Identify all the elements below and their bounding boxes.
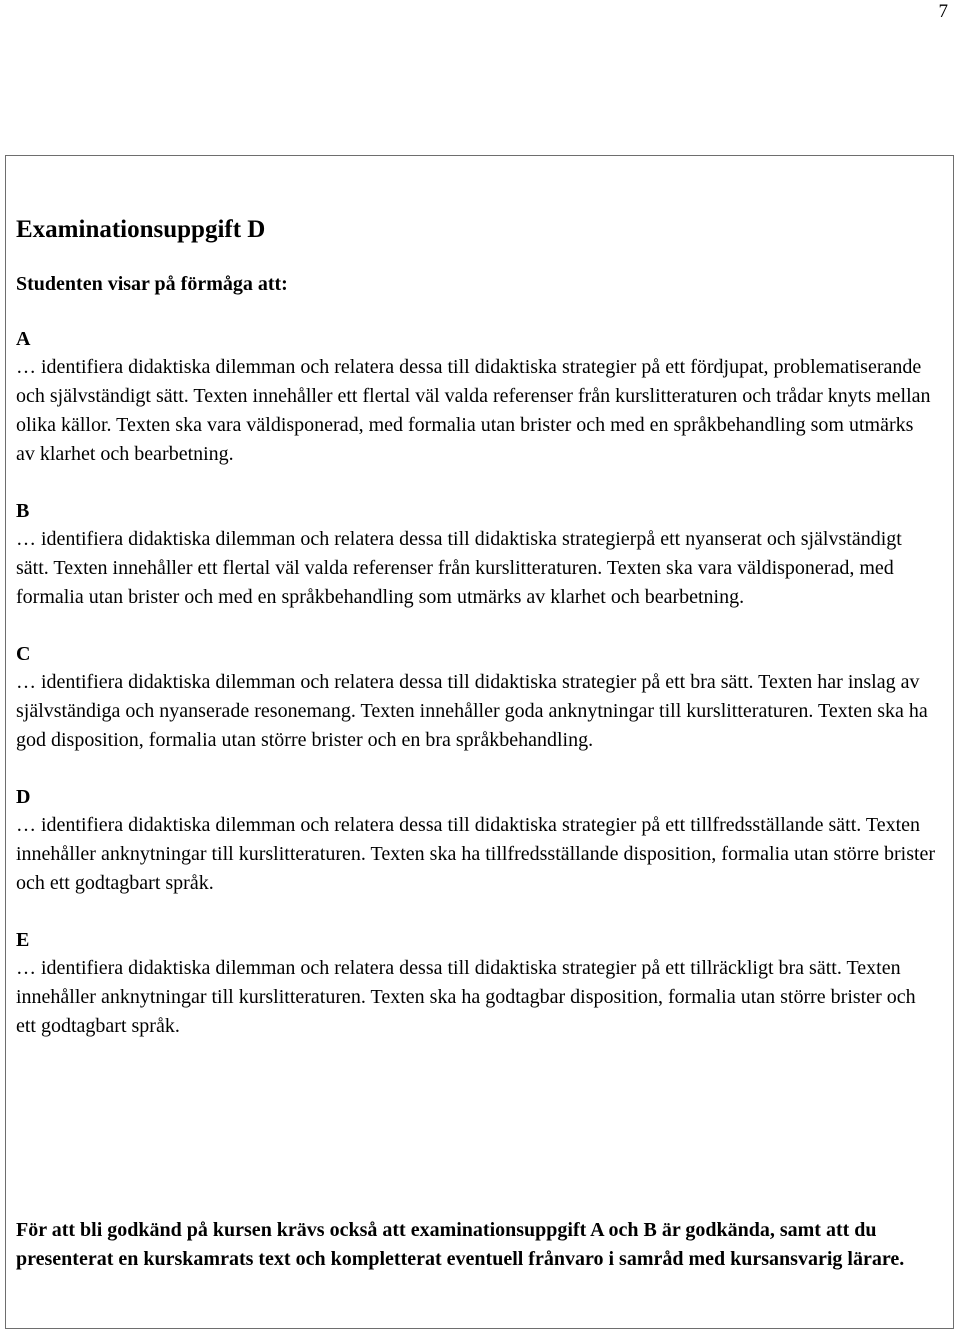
criteria-intro: Studenten visar på förmåga att: [16, 273, 288, 295]
approval-requirements-note: För att bli godkänd på kursen krävs också att examinationsuppgift A och B är godkända, samt att du presenterat en kurskamrats text och kompletterat eventuell frånvaro i samråd med kursansvarig lärare. [16, 1219, 905, 1270]
page-number: 7 [938, 1, 948, 22]
grade-letter: C [16, 643, 31, 665]
grade-criteria-text: … identifiera didaktiska dilemman och relatera dessa till didaktiska strategier på ett tillräckligt bra sätt. Texten innehåller anknytningar till kurslitteraturen. Texten ska ha godtagbar disposition, formalia utan större brister och ett godtagbart språk. [16, 957, 916, 1037]
grade-criteria-text: … identifiera didaktiska dilemman och relatera dessa till didaktiska strategier på ett fördjupat, problematiserande och självständigt sätt. Texten innehåller ett flertal väl valda referenser från kurslitteraturen och trådar knyts mellan olika källor. Texten ska vara väldisponerad, med formalia utan brister och med en språkbehandling som utmärks av klarhet och bearbetning. [16, 356, 931, 465]
grade-criteria-text: … identifiera didaktiska dilemman och relatera dessa till didaktiska strategier på ett tillfredsställande sätt. Texten innehåller anknytningar till kurslitteraturen. Texten ska ha tillfredsställande disposition, formalia utan större brister och ett godtagbart språk. [16, 814, 936, 894]
grade-letter: A [16, 328, 31, 350]
assignment-title: Examinationsuppgift D [16, 216, 266, 243]
grade-criteria-text: … identifiera didaktiska dilemman och relatera dessa till didaktiska strategier på ett bra sätt. Texten har inslag av självständiga och nyanserade resonemang. Texten innehåller goda anknytningar till kurslitteraturen. Texten ska ha god disposition, formalia utan större brister och en bra språkbehandling. [16, 671, 928, 751]
grade-b-section [16, 497, 936, 612]
grade-letter: B [16, 500, 30, 522]
grade-a-section [16, 325, 936, 469]
assignment-box [5, 155, 954, 1329]
assignment-content [16, 214, 936, 1041]
grade-c-section [16, 640, 936, 755]
grade-d-section [16, 783, 936, 898]
grade-criteria-text: … identifiera didaktiska dilemman och relatera dessa till didaktiska strategierpå ett nyanserat och självständigt sätt. Texten innehåller ett flertal väl valda referenser från kurslitteraturen. Texten ska vara väldisponerad, med formalia utan brister och med en språkbehandling som utmärks av klarhet och bearbetning. [16, 528, 902, 608]
grade-letter: E [16, 929, 30, 951]
grade-e-section [16, 926, 936, 1041]
grade-letter: D [16, 786, 31, 808]
